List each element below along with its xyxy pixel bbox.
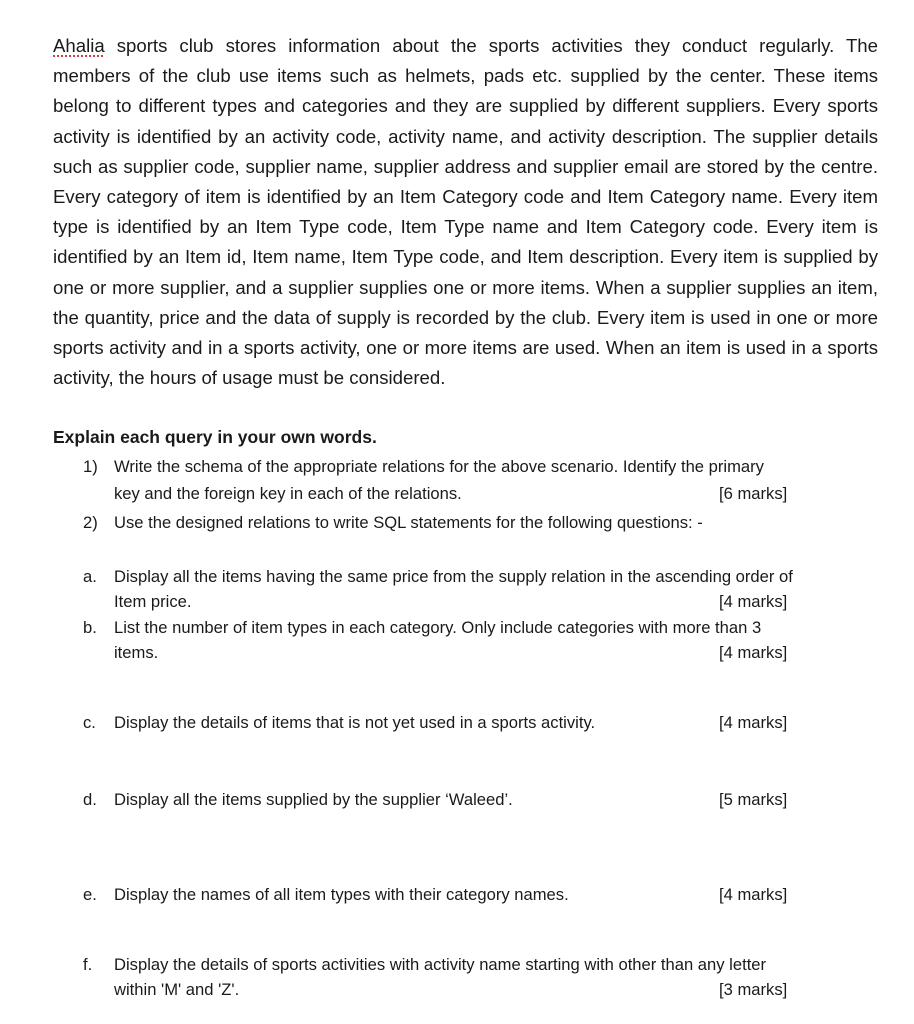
subquestion-text-line1: Display the names of all item types with their category names.: [114, 885, 569, 904]
marks-label: [3 marks]: [719, 980, 788, 999]
subquestion-text-line1: Display the details of sports activities with activity name starting with other than any letter: [114, 955, 767, 974]
subquestion-letter: b.: [83, 618, 97, 637]
club-name: Ahalia: [53, 35, 105, 56]
instruction-heading: Explain each query in your own words.: [53, 427, 377, 447]
question-text-line1: Use the designed relations to write SQL statements for the following questions: -: [114, 513, 703, 532]
subquestion-text-line1: Display all the items supplied by the supplier ‘Waleed’.: [114, 790, 513, 809]
question-text-line2: key and the foreign key in each of the relations.: [114, 484, 462, 503]
scenario-paragraph: [53, 31, 878, 393]
marks-label: [4 marks]: [719, 885, 788, 904]
question-2: [0, 510, 914, 536]
subquestion-letter: a.: [83, 567, 97, 586]
subquestion-text-line1: List the number of item types in each category. Only include categories with more than 3: [114, 618, 762, 637]
subquestion-letter: d.: [83, 790, 97, 809]
scenario-text: sports club stores information about the sports activities they conduct regularly. The members of the club use items such as helmets, pads etc. supplied by the center. These items belong to different types and categories and they are supplied by different suppliers. Every sports activity is identified by an activity code, activity name, and activity description. The supplier details such as supplier code, supplier name, supplier address and supplier email are stored by the centre. Every category of item is identified by an Item Category code and Item Category name. Every item type is identified by an Item Type code, Item Type name and Item Category code. Every item is identified by an Item id, Item name, Item Type code, and Item description. Every item is supplied by one or more supplier, and a supplier supplies one or more items. When a supplier supplies an item, the quantity, price and the data of supply is recorded by the club. Every item is used in one or more sports activity and in a sports activity, one or more items are used. When an item is used in a sports activity, the hours of usage must be considered.: [53, 35, 878, 389]
marks-label: [4 marks]: [719, 643, 788, 662]
question-number: 2): [83, 513, 98, 532]
question-text-line1: Write the schema of the appropriate relations for the above scenario. Identify the primary: [114, 457, 764, 476]
subquestion-d: [0, 787, 914, 813]
subquestion-b: [0, 615, 914, 667]
question-number: 1): [83, 457, 98, 476]
subquestion-c: [0, 710, 914, 736]
subquestion-text-line1: Display all the items having the same price from the supply relation in the ascending order of: [114, 567, 793, 586]
subquestion-text-line2: Item price.: [114, 592, 192, 611]
marks-label: [4 marks]: [719, 713, 788, 732]
subquestion-letter: c.: [83, 713, 96, 732]
question-1: [0, 454, 914, 506]
marks-label: [6 marks]: [719, 484, 788, 503]
subquestion-letter: f.: [83, 955, 93, 974]
marks-label: [4 marks]: [719, 592, 788, 611]
marks-label: [5 marks]: [719, 790, 788, 809]
subquestion-e: [0, 882, 914, 908]
subquestion-a: [0, 564, 914, 616]
subquestion-f: [0, 952, 914, 1004]
subquestion-text-line2: items.: [114, 643, 159, 662]
subquestion-text-line2: within 'M' and 'Z'.: [114, 980, 240, 999]
subquestion-letter: e.: [83, 885, 97, 904]
subquestion-text-line1: Display the details of items that is not yet used in a sports activity.: [114, 713, 596, 732]
